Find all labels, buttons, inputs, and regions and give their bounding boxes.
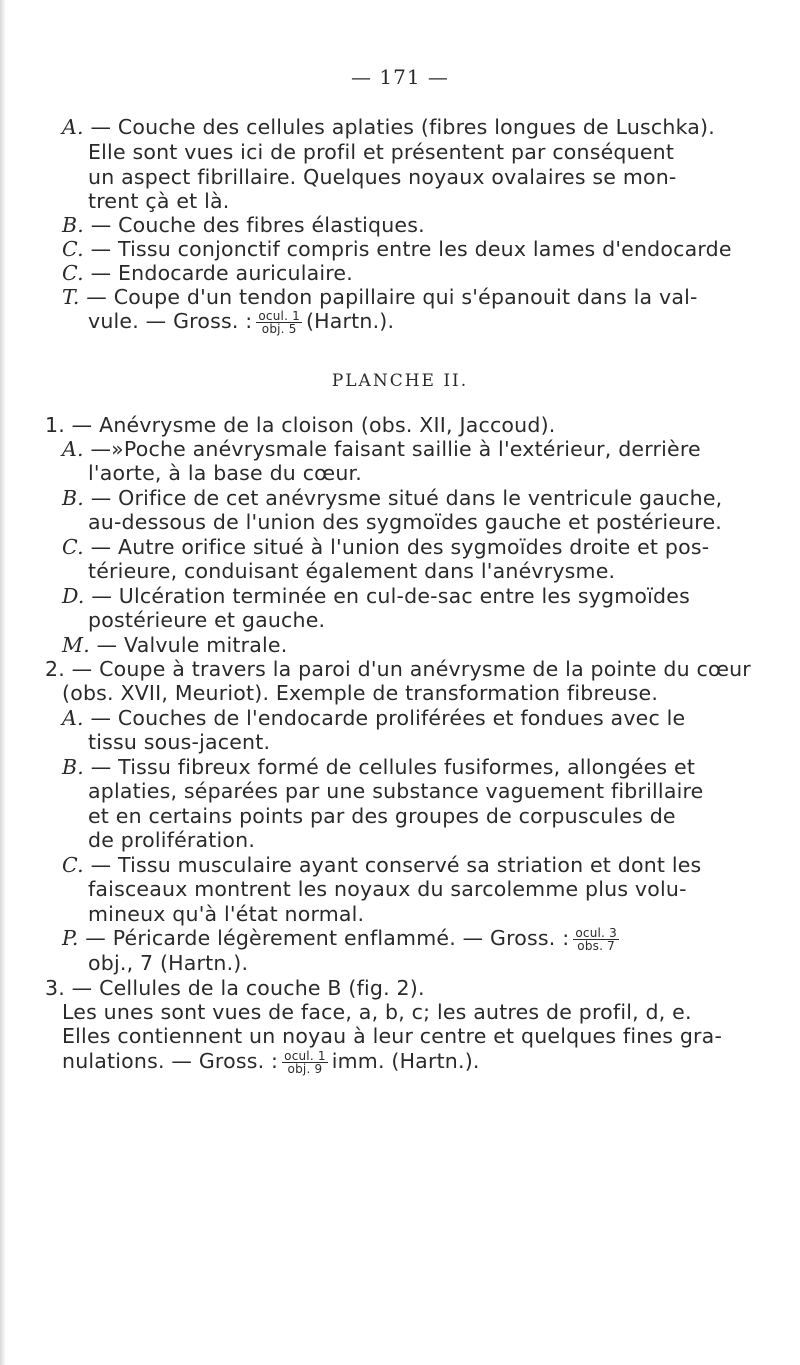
fig1-item-m: M. — Valvule mitrale. xyxy=(62,633,288,657)
magnification-fraction: $\frac{\text{ocul. 1}}{\text{obj. 5}}$ xyxy=(258,308,300,336)
legend-item-a-line2: Elle sont vues ici de profil et présentent par conséquent xyxy=(88,140,675,164)
fig1-item-c: C. — Autre orifice situé à l'union des sygmoïdes droite et pos- xyxy=(62,535,710,559)
fig2-item-b-line4: de prolifération. xyxy=(88,828,256,852)
fig2-item-p: P. — Péricarde légèrement enflammé. — Gross. : $\frac{\text{ocul. 3}}{\text{obs. 7}}$ xyxy=(62,925,617,953)
fig2-item-a: A. — Couches de l'endocarde proliférées et fondues avec le xyxy=(62,706,686,730)
legend-item-a-line3: un aspect fibrillaire. Quelques noyaux ovalaires se mon- xyxy=(88,165,677,189)
fig1-item-a: A. —»Poche anévrysmale faisant saillie à l'extérieur, derrière xyxy=(62,437,701,461)
fig3-text-line3: nulations. — Gross. : $\frac{\text{ocul. 1}}{\text{obj. 9}}$ imm. (Hartn.). xyxy=(62,1048,480,1076)
legend-item-b: B. — Couche des fibres élastiques. xyxy=(62,213,425,237)
fig1-item-b-line2: au-dessous de l'union des sygmoïdes gauche et postérieure. xyxy=(88,510,722,534)
fig2-item-p-line2: obj., 7 (Hartn.). xyxy=(88,951,249,975)
fig1-item-d: D. — Ulcération terminée en cul-de-sac entre les sygmoïdes xyxy=(62,584,690,608)
fig2-item-b: B. — Tissu fibreux formé de cellules fusiformes, allongées et xyxy=(62,755,696,779)
figure-1-title: 1. — Anévrysme de la cloison (obs. XII, Jaccoud). xyxy=(45,413,556,437)
magnification-fraction: $\frac{\text{ocul. 1}}{\text{obj. 9}}$ xyxy=(284,1048,326,1076)
figure-2-title-line2: (obs. XVII, Meuriot). Exemple de transformation fibreuse. xyxy=(62,681,659,705)
fig3-text-line1: Les unes sont vues de face, a, b, c; les autres de profil, d, e. xyxy=(62,1000,692,1024)
fig2-item-c-line2: faisceaux montrent les noyaux du sarcolemme plus volu- xyxy=(88,877,687,901)
fig2-item-b-line2: aplaties, séparées par une substance vaguement fibrillaire xyxy=(88,779,704,803)
legend-item-t: T. — Coupe d'un tendon papillaire qui s'épanouit dans la val- xyxy=(62,285,698,309)
fig2-item-a-line2: tissu sous-jacent. xyxy=(88,730,271,754)
legend-item-c-auriculaire: C. — Endocarde auriculaire. xyxy=(62,261,353,285)
legend-item-c: C. — Tissu conjonctif compris entre les deux lames d'endocarde xyxy=(62,237,732,261)
plate-heading: PLANCHE II. xyxy=(331,371,469,391)
figure-2-title: 2. — Coupe à travers la paroi d'un anévrysme de la pointe du cœur xyxy=(45,657,751,681)
legend-item-a: A. — Couche des cellules aplaties (fibres longues de Luschka). xyxy=(62,115,715,139)
fig1-item-a-line2: l'aorte, à la base du cœur. xyxy=(88,461,363,485)
figure-3-title: 3. — Cellules de la couche B (fig. 2). xyxy=(45,976,425,1000)
page-number: — 171 — xyxy=(351,65,449,89)
legend-item-a-line4: trent çà et là. xyxy=(88,189,230,213)
fig1-item-d-line2: postérieure et gauche. xyxy=(88,608,326,632)
fig1-item-c-line2: térieure, conduisant également dans l'anévrysme. xyxy=(88,559,616,583)
fig2-item-b-line3: et en certains points par des groupes de corpuscules de xyxy=(88,804,676,828)
magnification-fraction: $\frac{\text{ocul. 3}}{\text{obs. 7}}$ xyxy=(575,925,617,953)
fig3-text-line2: Elles contiennent un noyau à leur centre et quelques fines gra- xyxy=(62,1024,723,1048)
fig2-item-c: C. — Tissu musculaire ayant conservé sa striation et dont les xyxy=(62,853,702,877)
legend-item-t-line2: vule. — Gross. : $\frac{\text{ocul. 1}}{\text{obj. 5}}$ (Hartn.). xyxy=(88,308,395,336)
fig1-item-b: B. — Orifice de cet anévrysme situé dans le ventricule gauche, xyxy=(62,486,723,510)
fig2-item-c-line3: mineux qu'à l'état normal. xyxy=(88,902,365,926)
scan-page-edge xyxy=(0,0,6,1365)
